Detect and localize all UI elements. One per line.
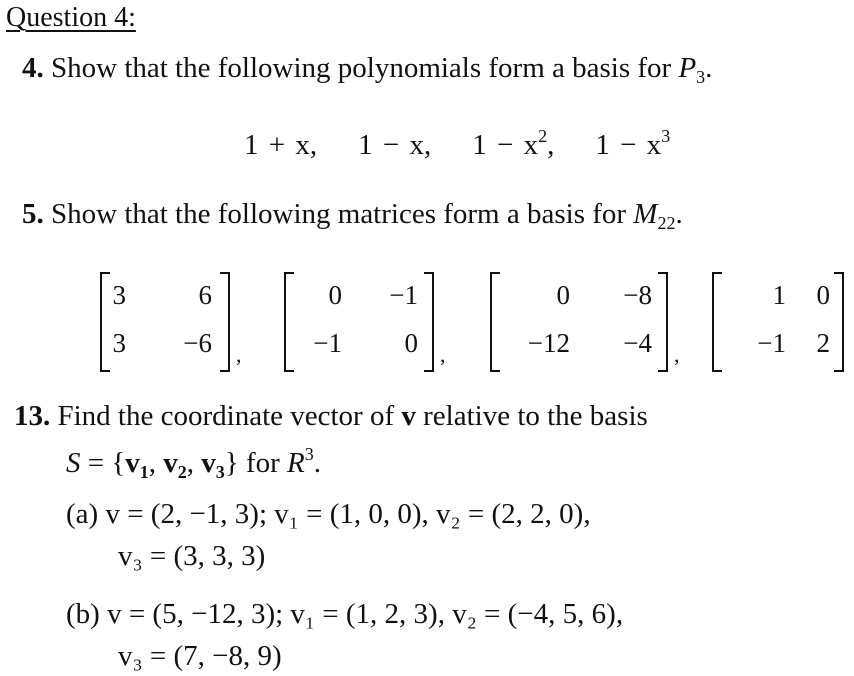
matrix-4-a12: 0 — [816, 280, 830, 310]
q4-end: . — [705, 52, 713, 84]
matrix-separator: , — [674, 342, 680, 367]
matrix-2 — [284, 272, 434, 370]
matrix-3 — [490, 272, 668, 370]
poly-1: 1 + x, — [244, 129, 318, 161]
q4-statement — [22, 52, 712, 88]
line-end: . — [313, 447, 321, 479]
matrix-separator: , — [440, 342, 446, 367]
matrix-3-a12: −8 — [623, 280, 652, 310]
basis-vectors: $v_1$, $v_2$, $v_3$ — [125, 447, 225, 482]
matrix-1-a22: −6 — [183, 328, 212, 358]
for-text: } for — [224, 447, 288, 479]
bracket-right — [834, 272, 844, 372]
q4-number: 4. — [22, 52, 44, 84]
q5-space: M — [633, 198, 658, 230]
eq-brace: = { — [80, 447, 126, 479]
part-a-line2: v₃ = (3, 3, 3) — [118, 540, 266, 572]
q4-text: Show that the following polynomials form a basis for — [51, 52, 679, 84]
space-r-sup: 3 — [304, 444, 314, 464]
q5-number: 5. — [22, 198, 44, 230]
poly-4: $1 - x^3$ — [595, 126, 671, 161]
matrix-2-a21: −1 — [313, 328, 342, 358]
matrix-4-a21: −1 — [757, 328, 786, 358]
q5-statement — [22, 198, 683, 234]
bracket-right — [424, 272, 434, 372]
q4-space: P — [678, 52, 697, 84]
bracket-left — [100, 272, 110, 372]
q4-space-sub: 3 — [696, 67, 706, 87]
q4-polynomials — [244, 126, 670, 162]
part-b-line1 — [66, 598, 623, 631]
q5-text: Show that the following matrices form a basis for — [51, 198, 634, 230]
matrix-4 — [712, 272, 844, 370]
q5-space-sub: 22 — [657, 213, 676, 233]
matrix-1-a21: 3 — [112, 328, 126, 358]
poly-3: $1 - x^2$, — [472, 126, 555, 161]
q13-text: Find the coordinate vector of — [57, 400, 402, 432]
q13-text-end: relative to the basis — [415, 400, 648, 432]
matrix-2-a22: 0 — [404, 328, 418, 358]
part-b-vectors: v = (5, −12, 3); v₁ = (1, 2, 3), v₂ = (−4, 5, 6), — [107, 598, 624, 630]
q13-statement — [14, 400, 648, 433]
bracket-left — [712, 272, 722, 372]
bracket-right — [220, 272, 230, 372]
q13-basis-line — [66, 444, 321, 483]
part-b-label: (b) — [66, 598, 100, 630]
bracket-left — [490, 272, 500, 372]
matrix-4-a22: 2 — [816, 328, 830, 358]
space-r: R — [287, 447, 305, 479]
matrix-3-a22: −4 — [623, 328, 652, 358]
bracket-right — [658, 272, 668, 372]
part-b-line2: v₃ = (7, −8, 9) — [118, 640, 282, 672]
part-a-label: (a) — [66, 498, 99, 530]
q5-end: . — [675, 198, 683, 230]
matrix-3-a21: −12 — [527, 328, 570, 358]
bracket-left — [284, 272, 294, 372]
q13-number: 13. — [14, 400, 51, 432]
matrix-1-a11: 3 — [112, 280, 126, 310]
matrix-3-a11: 0 — [556, 280, 570, 310]
matrix-2-a12: −1 — [389, 280, 418, 310]
part-a-vectors: v = (2, −1, 3); v₁ = (1, 0, 0), v₂ = (2, 2, 0), — [105, 498, 591, 530]
q13-v: v — [401, 400, 416, 432]
matrix-1-a12: 6 — [198, 280, 212, 310]
matrix-4-a11: 1 — [772, 280, 786, 310]
set-s: S — [66, 447, 81, 479]
poly-2: 1 − x, — [358, 129, 432, 161]
matrix-1 — [100, 272, 230, 370]
matrix-2-a11: 0 — [328, 280, 342, 310]
matrix-separator: , — [236, 342, 242, 367]
question-title: Question 4: — [6, 2, 136, 33]
part-a-line1 — [66, 498, 591, 531]
